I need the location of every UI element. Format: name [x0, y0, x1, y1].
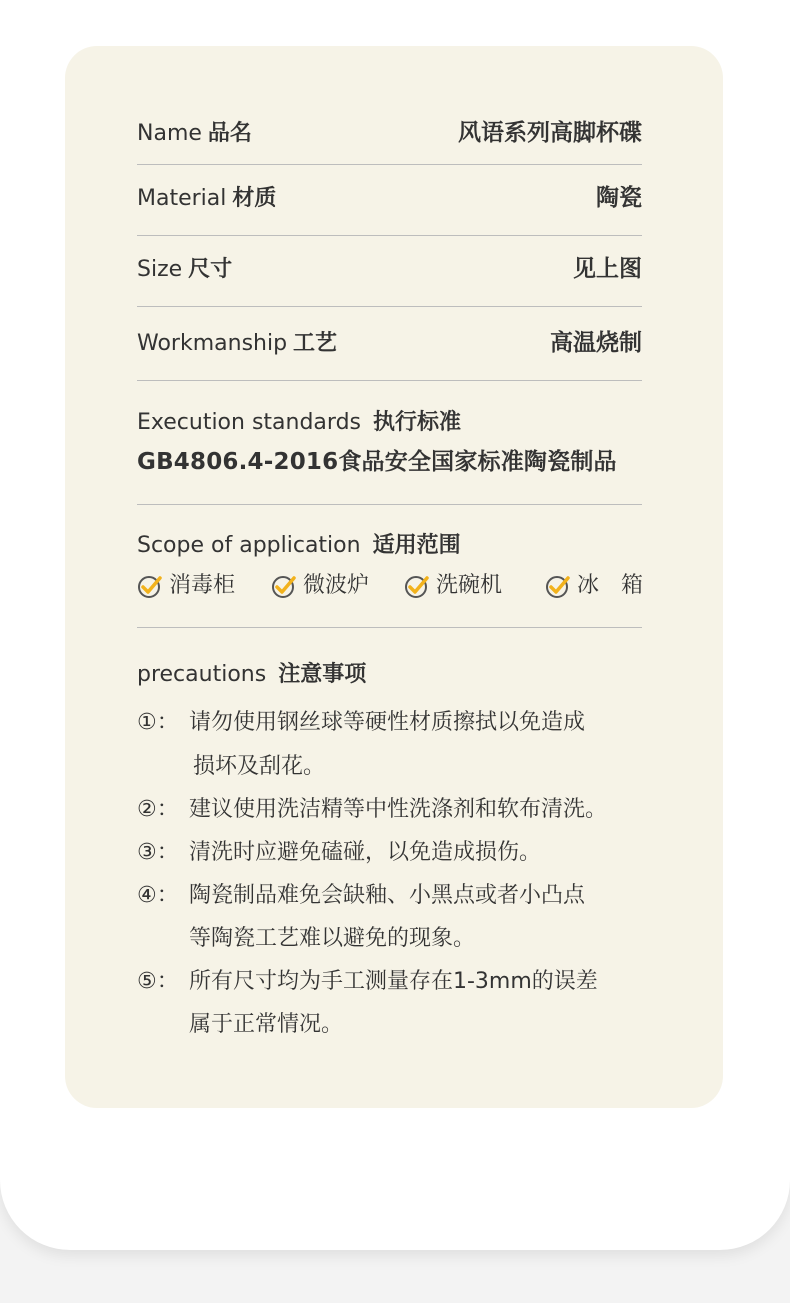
material-row: [137, 183, 642, 214]
precautions-label-cn: 注意事项: [278, 662, 367, 687]
size-row: [137, 254, 642, 285]
scope-item-label: 冰 箱: [577, 573, 644, 598]
check-icon: [137, 573, 163, 599]
precaution-number: ⑤：: [137, 969, 179, 994]
scope-item-label: 消毒柜: [169, 573, 236, 598]
standards-label: [137, 408, 461, 438]
precaution-item: [137, 967, 598, 997]
workmanship-row: [137, 328, 642, 359]
precaution-text: 请勿使用钢丝球等硬性材质擦拭以免造成: [189, 710, 586, 735]
precaution-item: [137, 881, 585, 911]
scope-label: [137, 531, 461, 561]
scope-item-label: 洗碗机: [436, 573, 503, 598]
check-icon: [404, 573, 430, 599]
name-label-cn: 品名: [207, 121, 252, 146]
precaution-number: ②：: [137, 797, 179, 822]
check-icon: [271, 573, 297, 599]
material-value: 陶瓷: [596, 185, 642, 211]
divider: [137, 164, 642, 165]
precaution-item: [137, 795, 607, 825]
precaution-text-cont: 损坏及刮花。: [193, 754, 326, 779]
precaution-number: ④：: [137, 883, 179, 908]
precaution-item: [137, 838, 541, 868]
divider: [137, 380, 642, 381]
scope-item: [404, 571, 502, 601]
divider: [137, 235, 642, 236]
standards-label-cn: 执行标准: [373, 410, 462, 435]
precaution-text: 建议使用洗洁精等中性洗涤剂和软布清洗。: [189, 797, 608, 822]
precaution-number: ③：: [137, 840, 179, 865]
size-label-cn: 尺寸: [188, 257, 233, 282]
name-label-en: Name: [137, 121, 202, 146]
material-label-cn: 材质: [232, 186, 277, 211]
precaution-text: 清洗时应避免磕碰，以免造成损伤。: [189, 840, 542, 865]
scope-item: [271, 571, 369, 601]
divider: [137, 306, 642, 307]
spec-card: [65, 46, 723, 1108]
scope-label-en: Scope of application: [137, 533, 361, 558]
workmanship-value: 高温烧制: [550, 330, 642, 356]
precautions-label: [137, 660, 366, 690]
name-row: [137, 118, 642, 149]
divider: [137, 627, 642, 628]
size-label-en: Size: [137, 257, 183, 282]
precaution-text: 所有尺寸均为手工测量存在1-3mm的误差: [189, 969, 598, 994]
size-value: 见上图: [573, 256, 642, 282]
scope-item: [137, 571, 235, 601]
name-value: 风语系列高脚杯碟: [458, 120, 642, 146]
precautions-label-en: precautions: [137, 662, 267, 687]
standards-label-en: Execution standards: [137, 410, 361, 435]
check-icon: [545, 573, 571, 599]
scope-item: [545, 571, 643, 601]
workmanship-label-en: Workmanship: [137, 331, 288, 356]
divider: [137, 504, 642, 505]
precaution-text-cont: 等陶瓷工艺难以避免的现象。: [189, 926, 476, 951]
scope-label-cn: 适用范围: [372, 533, 461, 558]
workmanship-label-cn: 工艺: [293, 331, 338, 356]
precaution-text-cont: 属于正常情况。: [189, 1012, 344, 1037]
precaution-text: 陶瓷制品难免会缺釉、小黑点或者小凸点: [189, 883, 586, 908]
standards-value: GB4806.4-2016食品安全国家标准陶瓷制品: [137, 449, 617, 475]
scope-item-label: 微波炉: [303, 573, 370, 598]
material-label-en: Material: [137, 186, 227, 211]
precaution-number: ①：: [137, 710, 179, 735]
precaution-item: [137, 708, 585, 738]
